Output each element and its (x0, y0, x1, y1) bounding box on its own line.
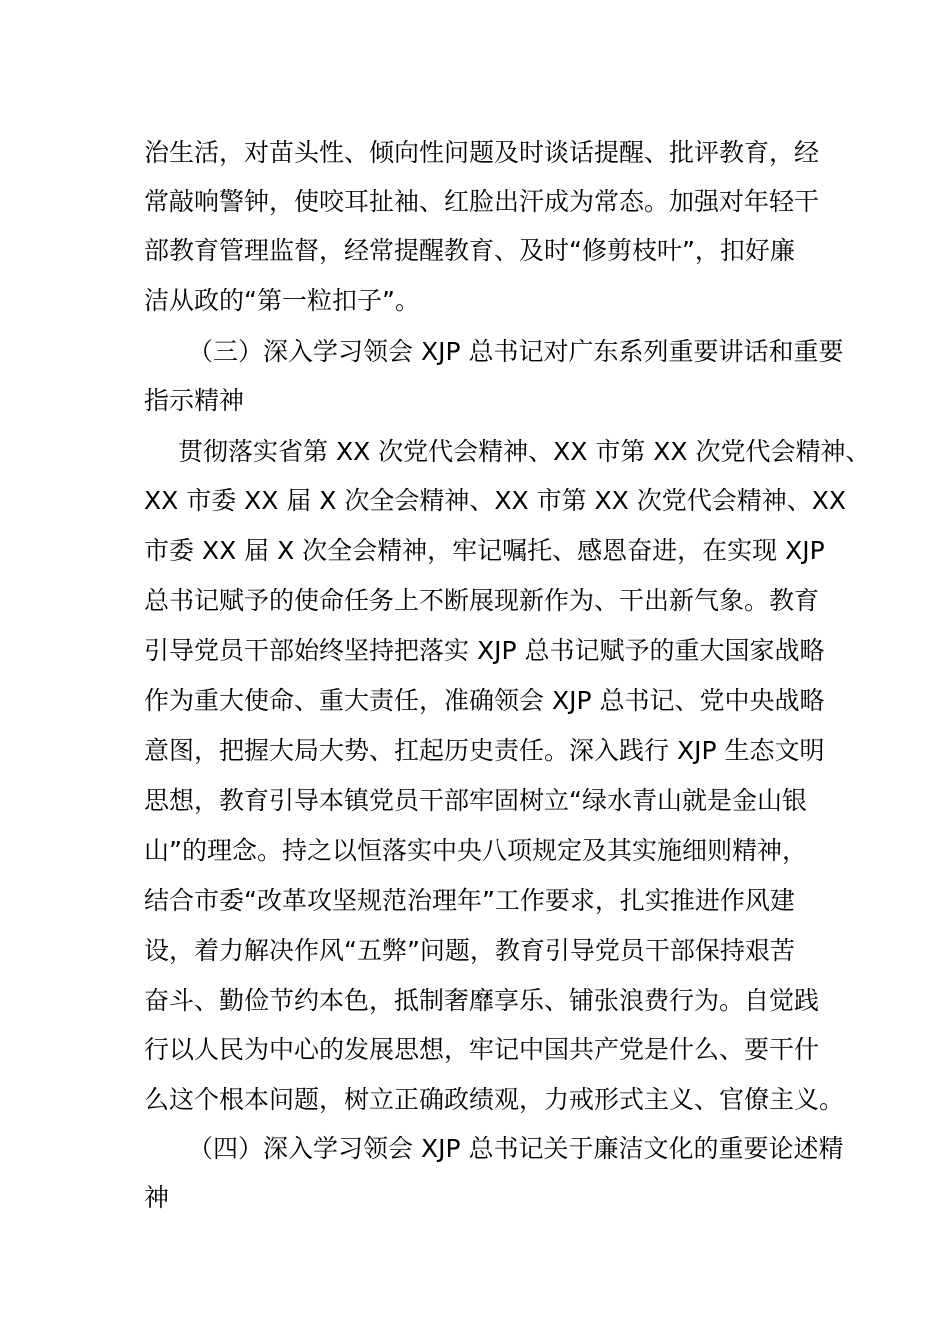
paragraph-line: 贯彻落实省第 XX 次党代会精神、XX 市第 XX 次党代会精神、 (178, 437, 871, 466)
paragraph-line: 奋斗、勤俭节约本色，抵制奢靡享乐、铺张浪费行为。自觉践 (144, 986, 820, 1015)
section-heading: （四）深入学习领会 XJP 总书记关于廉洁文化的重要论述精 (188, 1134, 844, 1163)
paragraph-line: 设，着力解决作风“五弊”问题，教育引导党员干部保持艰苦 (144, 936, 795, 965)
paragraph-line: 市委 XX 届 X 次全会精神，牢记嘱托、感恩奋进，在实现 XJP (144, 536, 825, 565)
paragraph-line: 引导党员干部始终坚持把落实 XJP 总书记赋予的重大国家战略 (144, 636, 825, 665)
paragraph-line: 么这个根本问题，树立正确政绩观，力戒形式主义、官僚主义。 (144, 1085, 845, 1114)
section-heading: 神 (144, 1183, 170, 1212)
paragraph-line: 常敲响警钟，使咬耳扯袖、红脸出汗成为常态。加强对年轻干 (144, 187, 820, 216)
paragraph-line: 洁从政的“第一粒扣子”。 (144, 286, 420, 315)
paragraph-line: 思想，教育引导本镇党员干部牢固树立“绿水青山就是金山银 (144, 786, 807, 815)
paragraph-line: 作为重大使命、重大责任，准确领会 XJP 总书记、党中央战略 (144, 686, 825, 715)
paragraph-line: 意图，把握大局大势、扛起历史责任。深入践行 XJP 生态文明 (144, 736, 825, 765)
paragraph-line: 结合市委“改革攻坚规范治理年”工作要求，扎实推进作风建 (144, 886, 795, 915)
paragraph-line: 治生活，对苗头性、倾向性问题及时谈话提醒、批评教育，经 (144, 138, 820, 167)
paragraph-line: 部教育管理监督，经常提醒教育、及时“修剪枝叶”，扣好廉 (144, 236, 795, 265)
paragraph-line: XX 市委 XX 届 X 次全会精神、XX 市第 XX 次党代会精神、XX (144, 486, 846, 515)
paragraph-line: 山”的理念。持之以恒落实中央八项规定及其实施细则精神， (144, 836, 807, 865)
paragraph-line: 行以人民为中心的发展思想，牢记中国共产党是什么、要干什 (144, 1035, 820, 1064)
section-heading: 指示精神 (144, 386, 245, 415)
section-heading: （三）深入学习领会 XJP 总书记对广东系列重要讲话和重要 (188, 337, 844, 366)
paragraph-line: 总书记赋予的使命任务上不断展现新作为、干出新气象。教育 (144, 586, 820, 615)
